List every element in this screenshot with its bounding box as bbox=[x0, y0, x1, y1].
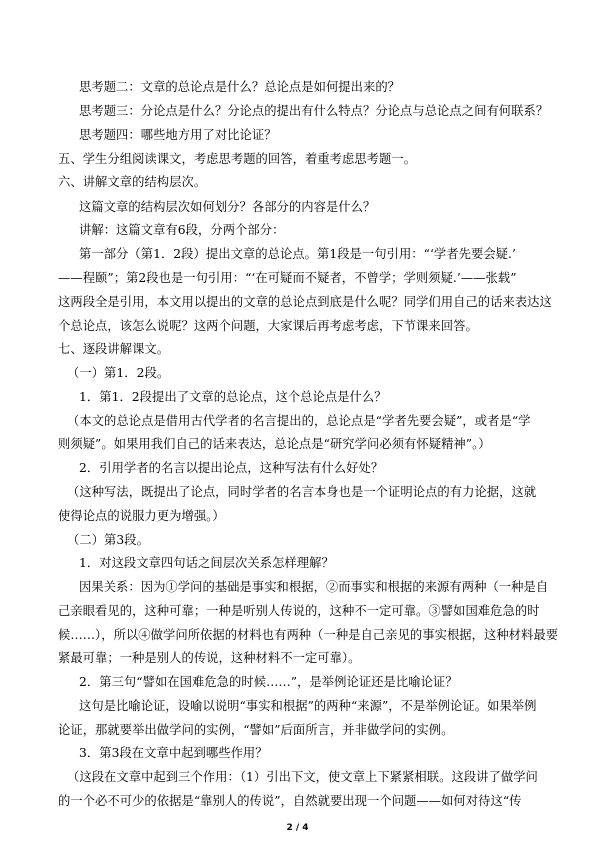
text-line: （本文的总论点是借用古代学者的名言提出的，总论点是“学者先要会疑”，或者是“学 bbox=[67, 414, 531, 428]
text-line: 则须疑”。如果用我们自己的话来表达，总论点是“研究学问必须有怀疑精神”。） bbox=[58, 437, 491, 451]
text-line: 这两段全是引用，本文用以提出的文章的总论点到底是什么呢？同学们用自己的话来表达这 bbox=[58, 295, 552, 309]
text-line: 论证，那就要举出做学问的实例，“譬如”后面所言，并非做学问的实例。 bbox=[58, 723, 454, 737]
text-line: 五、学生分组阅读课文，考虑思考题的回答，着重考虑思考题一。 bbox=[58, 152, 417, 166]
text-line: 1．对这段文章四句话之间层次关系怎样理解？ bbox=[79, 556, 334, 570]
text-line: 思考题二：文章的总论点是什么？总论点是如何提出来的？ bbox=[79, 80, 401, 94]
text-line: 的一个必不可少的依据是“靠别人的传说”，自然就要出现一个问题——如何对待这“传 bbox=[58, 794, 522, 808]
text-line: 这篇文章的结构层次如何划分？各部分的内容是什么？ bbox=[79, 200, 376, 214]
text-line: （二）第3段。 bbox=[67, 533, 149, 547]
text-line: 紧最可靠；一种是别人的传说，这种材料不一定可靠）。 bbox=[58, 651, 361, 665]
text-line: （这段在文章中起到三个作用：（1）引出下文，使文章上下紧紧相联。这段讲了做学问 bbox=[67, 770, 538, 784]
text-line: ——程颐”；第2段也是一句引用：“‘在可疑而不疑者，不曾学；学则须疑.’——张载” bbox=[58, 271, 517, 285]
text-line: 这句是比喻论证，设喻以说明“事实和根据”的两种“来源”，不是举例论证。如果举例 bbox=[79, 699, 537, 713]
text-line: 第一部分（第1．2段）提出文章的总论点。第1段是一句引用：“‘学者先要会疑.’ bbox=[79, 247, 516, 261]
page-number: 2 / 4 bbox=[286, 823, 309, 833]
text-line: 六、讲解文章的结构层次。 bbox=[58, 175, 207, 189]
text-line: 己亲眼看见的，这种可靠；一种是听别人传说的，这种不一定可靠。③譬如国难危急的时 bbox=[58, 604, 540, 618]
text-line: 因果关系：因为①学问的基础是事实和根据，②而事实和根据的来源有两种（一种是自 bbox=[79, 580, 549, 594]
text-line: 七、逐段讲解课文。 bbox=[58, 342, 170, 356]
text-line: 思考题三：分论点是什么？分论点的提出有什么特点？分论点与总论点之间有何联系？ bbox=[79, 104, 549, 118]
text-line: （一）第1．2段。 bbox=[67, 366, 170, 380]
text-line: 使得论点的说服力更为增强。） bbox=[58, 509, 225, 523]
text-line: 2．第三句“譬如在国难危急的时候……”，是举例论证还是比喻论证？ bbox=[79, 675, 458, 689]
text-line: 2．引用学者的名言以提出论点，这种写法有什么好处？ bbox=[79, 461, 384, 475]
text-line: 讲解：这篇文章有6段，分两个部分： bbox=[79, 223, 285, 237]
text-line: 思考题四：哪些地方用了对比论证？ bbox=[79, 128, 277, 142]
text-line: 候……），所以④做学问所依据的材料也有两种（一种是自己亲见的事实根据，这种材料最要 bbox=[58, 628, 559, 642]
text-line: 1．第1．2段提出了文章的总论点，这个总论点是什么？ bbox=[79, 390, 387, 404]
text-line: （这种写法，既提出了论点，同时学者的名言本身也是一个证明论点的有力论据，这就 bbox=[67, 485, 537, 499]
text-line: 个总论点，该怎么说呢？这两个问题，大家课后再考虑考虑，下节课来回答。 bbox=[58, 319, 478, 333]
text-line: 3．第3段在文章中起到哪些作用？ bbox=[79, 746, 268, 760]
